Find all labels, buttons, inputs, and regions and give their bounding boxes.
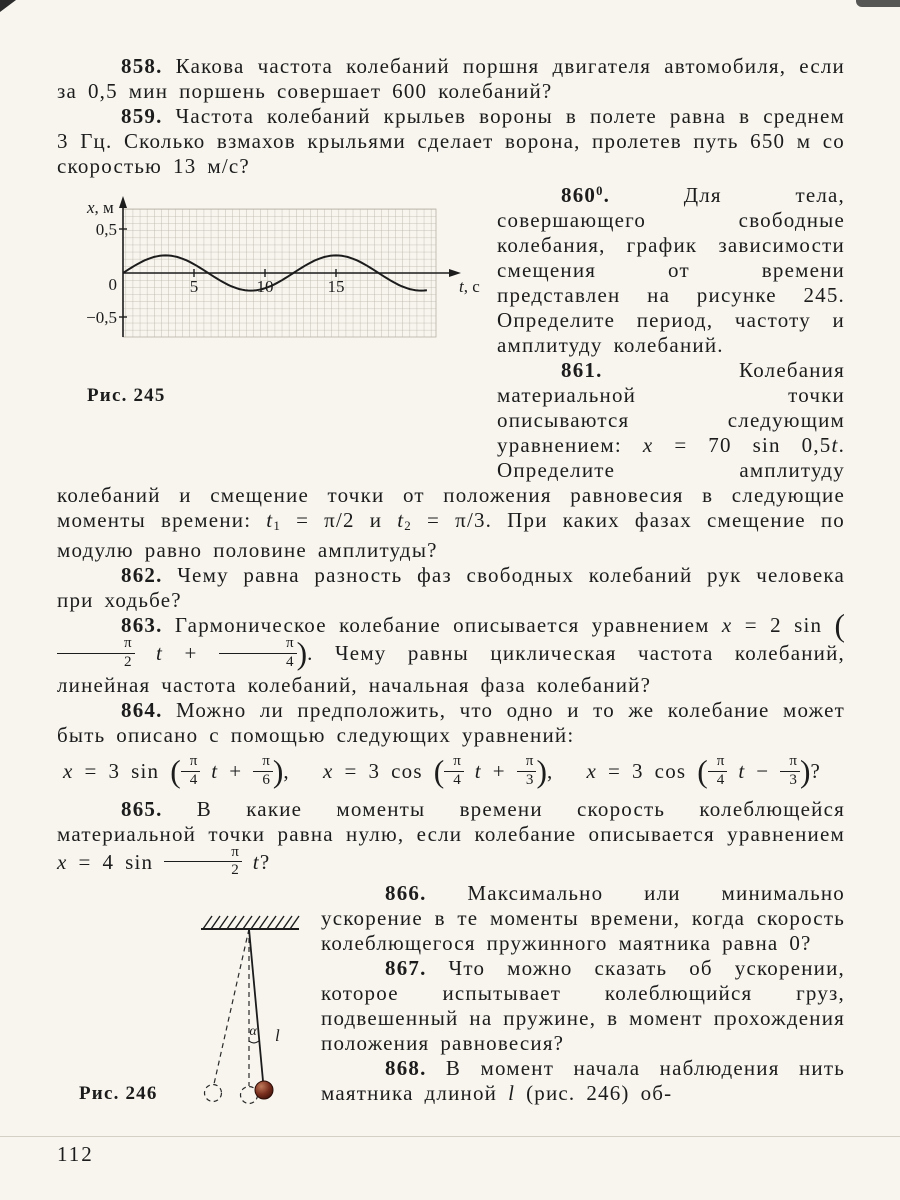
text-run: x <box>642 432 654 457</box>
text-run: t <box>156 641 164 666</box>
text-run: Гармоническое колебание описывается уравнением <box>162 613 722 638</box>
text-run: В какие моменты времени скорость колеблющейся материальной точки равна нулю, если колебание описывается уравнением <box>57 796 845 846</box>
text-run: = 70 sin 0,5 <box>653 432 832 457</box>
fraction: $\frac{\pi}{4}$ <box>219 636 297 671</box>
pendulum-bob <box>255 1081 273 1099</box>
text-run: 859. <box>121 104 163 128</box>
text-run: (рис. 246) об- <box>515 1081 673 1106</box>
text-run: ) <box>296 635 308 671</box>
fraction: $\frac{\pi}{2}$ <box>164 845 242 880</box>
text-run: t <box>397 507 405 532</box>
figure-245-caption: Рис. 245 <box>87 385 166 406</box>
fraction: $\frac{\pi}{4}$ <box>181 754 201 789</box>
text-run: t <box>738 758 746 783</box>
fraction: $\frac{\pi}{4}$ <box>444 754 464 789</box>
text-run: + <box>218 758 254 783</box>
y-axis-arrow <box>119 196 127 208</box>
pendulum-string <box>249 929 263 1081</box>
hatch-marks <box>203 916 299 929</box>
text-run: ) <box>272 753 284 789</box>
text-run: t <box>252 849 260 874</box>
text-run: + <box>481 758 517 783</box>
text-run: Максимально или минимально ускорение в те моменты времени, когда скорость колеблющегося пружинного маятника равна 0? <box>321 881 845 956</box>
length-label: l <box>275 1026 280 1046</box>
text-run: Колебания материальной точки описываются следующим уравнением: <box>497 357 845 457</box>
fraction: $\frac{\pi}{3}$ <box>517 754 537 789</box>
fraction: $\frac{\pi}{2}$ <box>57 636 135 671</box>
text-run: = 3 cos <box>597 758 698 783</box>
text-run: ( <box>697 753 708 789</box>
text-run: 866. <box>385 881 427 906</box>
figure-246-caption: Рис. 246 <box>79 1083 158 1105</box>
y-axis-label: x, м <box>87 198 114 217</box>
page-number: 112 <box>57 1142 94 1166</box>
text-block <box>57 54 845 1185</box>
problem-864-equations <box>57 752 845 791</box>
y-tick-label-05: 0,5 <box>95 220 117 239</box>
text-run: ) <box>799 753 811 789</box>
text-run: 861. <box>561 357 603 382</box>
text-run: + <box>163 641 219 666</box>
text-run <box>200 759 211 783</box>
text-run: 862. <box>121 562 163 587</box>
text-run: 1 <box>273 517 282 533</box>
text-run: x <box>323 758 334 783</box>
text-run: t <box>211 758 219 783</box>
x-tick-label-15: 15 <box>327 277 345 296</box>
footer-rule <box>0 1136 900 1137</box>
text-run: l <box>508 1081 516 1106</box>
text-run: 868. <box>385 1056 427 1081</box>
text-run: 863. <box>121 613 163 638</box>
pendulum-bob-left-ghost <box>205 1085 222 1102</box>
text-run: ? <box>259 849 271 874</box>
text-run: = 3 cos <box>333 758 434 783</box>
text-run: . Определите амплитуду колебаний и смещение точки от положения равновесия в следующие моменты времени: <box>57 432 846 532</box>
angle-label: α <box>249 1024 257 1040</box>
text-run: В момент начала наблюдения нить маятника длиной <box>321 1056 845 1106</box>
y-tick-label-0: 0 <box>108 275 117 294</box>
text-run: . <box>603 182 611 207</box>
text-run: . Чему равны циклическая частота колебаний, линейная частота колебаний, начальная фаза колебаний? <box>57 641 845 697</box>
text-run: x <box>721 613 733 638</box>
figure-245 <box>57 185 487 463</box>
x-axis-label: t, с <box>459 277 480 296</box>
scan-artifact-top-right <box>856 0 900 7</box>
text-run: Чему равна разность фаз свободных колебаний рук человека при ходьбе? <box>57 562 845 612</box>
text-run: Что можно сказать об ускорении, которое испытывает колеблющийся груз, подвешенный на пружине, в момент прохождения положения равновесия? <box>321 956 845 1056</box>
problem-864 <box>57 698 845 748</box>
text-run: ) <box>536 753 547 789</box>
y-tick-label-neg05: −0,5 <box>86 308 117 327</box>
text-run: ( <box>433 753 445 789</box>
text-run: = π/3. При каких фазах смещение по модулю равно половине амплитуды? <box>57 507 845 562</box>
x-tick-label-5: 5 <box>189 277 199 296</box>
text-run: ? <box>810 758 821 783</box>
text-run <box>135 641 156 665</box>
text-run: ( <box>834 607 845 643</box>
text-run: = 2 sin <box>732 613 835 638</box>
text-run <box>464 759 475 783</box>
text-run <box>242 850 253 874</box>
text-run: 860 <box>561 182 597 207</box>
text-run <box>727 759 738 783</box>
displacement-time-graph <box>83 195 488 375</box>
text-run: , <box>546 758 587 783</box>
problem-862 <box>57 563 845 613</box>
problem-858 <box>57 54 845 104</box>
ceiling-support <box>201 916 299 929</box>
text-run: 858. <box>121 54 163 78</box>
text-run: Какова частота колебаний поршня двигателя автомобиля, если за 0,5 мин поршень совершает 600 колебаний? <box>57 54 845 103</box>
problem-863 <box>57 607 845 698</box>
text-run: Можно ли предположить, что одно и то же колебание может быть описано с помощью следующих уравнений: <box>57 697 845 747</box>
fraction: $\frac{\pi}{4}$ <box>708 754 728 789</box>
text-run: x <box>586 758 598 783</box>
scan-artifact-top-left <box>0 0 16 12</box>
text-run: 2 <box>404 517 413 533</box>
text-run: , <box>283 758 324 783</box>
text-run: Для тела, совершающего свободные колебания, график зависимости смещения от времени представлен на рисунке 245. Определите период, частоту и амплитуду колебаний. <box>497 182 845 357</box>
x-axis-arrow <box>449 269 461 277</box>
angle-arc <box>249 1041 259 1043</box>
text-run: t <box>474 758 482 783</box>
text-run: x <box>57 849 68 874</box>
fraction: $\frac{\pi}{3}$ <box>780 754 800 789</box>
text-run: t <box>831 432 839 457</box>
text-run: 864. <box>121 697 163 722</box>
figure-246 <box>57 883 313 1185</box>
x-tick-label-10: 10 <box>256 277 274 296</box>
fraction: $\frac{\pi}{6}$ <box>253 754 273 789</box>
problem-865 <box>57 797 845 882</box>
text-run: = 3 sin <box>73 758 171 783</box>
problem-859 <box>57 104 845 179</box>
text-run: 865. <box>121 796 163 821</box>
text-run: ( <box>170 753 181 789</box>
pendulum-string-left-ghost <box>214 929 249 1084</box>
text-run: 0 <box>596 184 604 198</box>
text-run: 867. <box>385 956 427 981</box>
pendulum-figure <box>57 883 313 1185</box>
text-run: x <box>63 758 74 783</box>
text-run: = π/2 и <box>281 507 398 532</box>
text-run: t <box>266 507 274 532</box>
text-run: − <box>745 758 781 783</box>
text-run: Частота колебаний крыльев вороны в полете равна в среднем 3 Гц. Сколько взмахов крыльями сделает ворона, пролетев путь 650 м со скоростью 13 м/с? <box>57 104 845 178</box>
text-run: = 4 sin <box>67 849 165 874</box>
